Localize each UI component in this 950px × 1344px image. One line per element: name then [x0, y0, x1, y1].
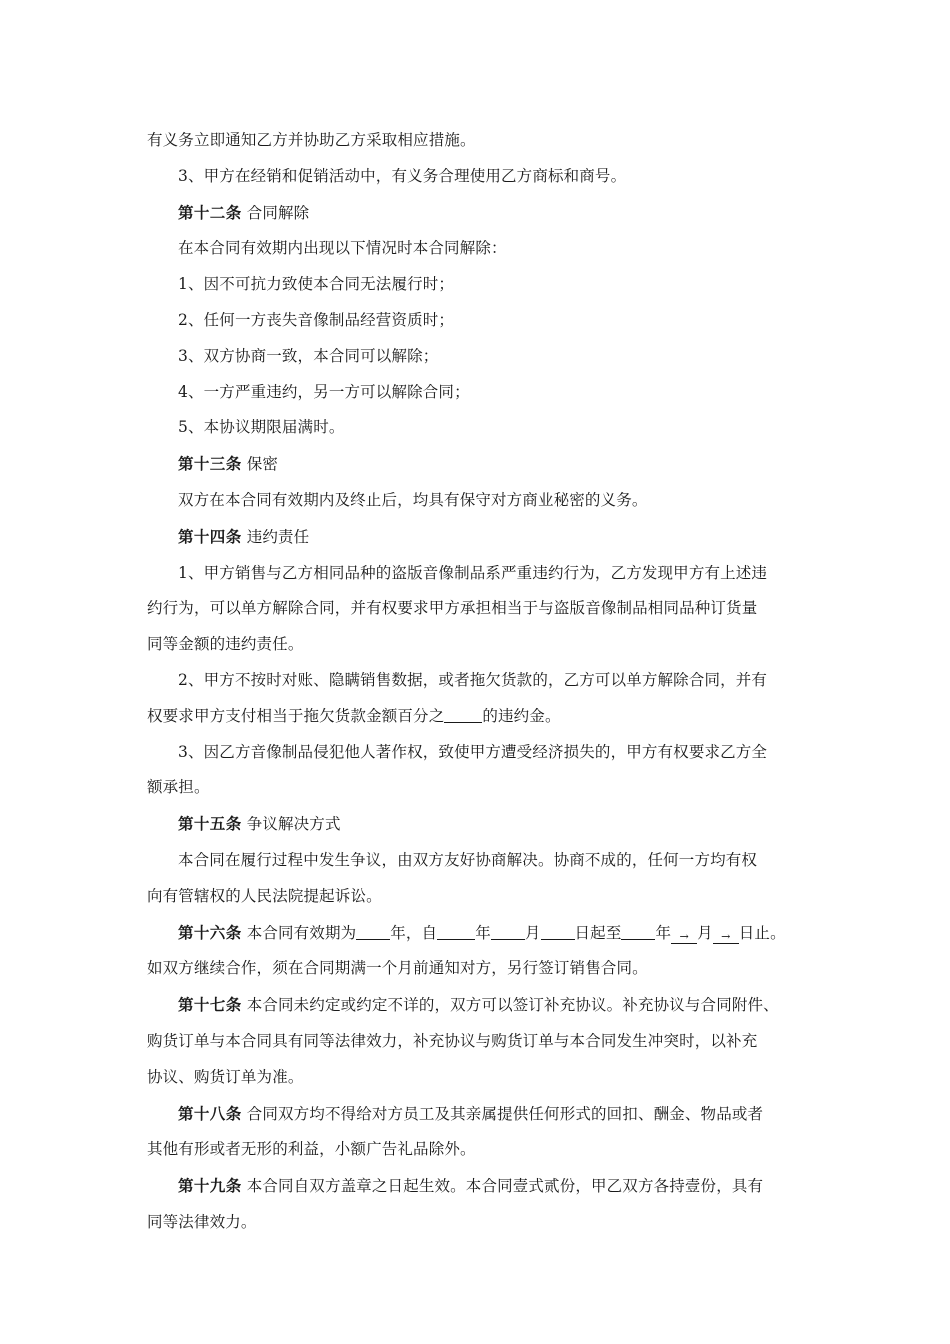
- list-item: 1、因不可抗力致使本合同无法履行时；: [178, 275, 455, 294]
- paragraph-line: 双方在本合同有效期内及终止后，均具有保守对方商业秘密的义务。: [178, 490, 648, 509]
- fill-in-blank[interactable]: [356, 924, 390, 940]
- article-title: 争议解决方式: [246, 815, 341, 834]
- paragraph-line: 同等法律效力。: [147, 1212, 257, 1231]
- article-number: 第十三条: [178, 454, 242, 474]
- paragraph-line: 同等金额的违约责任。: [147, 635, 304, 654]
- article-number: 第十四条: [178, 526, 242, 546]
- text-segment: 月: [524, 923, 541, 942]
- text-segment: 本合同自双方盖章之日起生效。本合同壹式贰份，甲乙双方各持壹份，具有: [246, 1177, 764, 1196]
- paragraph-line: 购货订单与本合同具有同等法律效力，补充协议与购货订单与本合同发生冲突时，以补充: [147, 1031, 758, 1050]
- article-number: 第十八条: [178, 1103, 242, 1123]
- text-segment: 年，自: [390, 923, 438, 942]
- paragraph-line: 本合同在履行过程中发生争议，由双方友好协商解决。协商不成的，任何一方均有权: [178, 850, 758, 869]
- article-16-line: [147, 915, 819, 952]
- text-segment: 月: [697, 923, 713, 942]
- text-segment: 年: [655, 923, 672, 942]
- article-title: 保密: [246, 455, 278, 474]
- article-13-heading: [147, 446, 819, 483]
- article-19-line: [147, 1168, 819, 1205]
- paragraph-line: 有义务立即通知乙方并协助乙方采取相应措施。: [147, 131, 476, 149]
- article-title: 违约责任: [246, 527, 310, 546]
- paragraph-line: [147, 699, 819, 735]
- paragraph-line: 约行为，可以单方解除合同，并有权要求甲方承担相当于与盗版音像制品相同品种订货量: [147, 599, 758, 618]
- paragraph-line: 额承担。: [147, 778, 210, 797]
- fill-in-blank-arrow-icon[interactable]: →: [713, 928, 739, 944]
- paragraph-line: 协议、购货订单为准。: [147, 1067, 304, 1086]
- text-segment: 权要求甲方支付相当于拖欠货款金额百分之: [147, 706, 445, 725]
- paragraph-line: 3、甲方在经销和促销活动中，有义务合理使用乙方商标和商号。: [178, 166, 627, 185]
- fill-in-blank[interactable]: [444, 707, 482, 723]
- article-number: 第十六条: [178, 922, 242, 942]
- article-12-heading: [147, 195, 819, 232]
- paragraph-line: 2、甲方不按时对账、隐瞒销售数据，或者拖欠货款的，乙方可以单方解除合同，并有: [178, 670, 768, 689]
- article-number: 第十七条: [178, 995, 242, 1015]
- list-item: 3、双方协商一致，本合同可以解除；: [178, 346, 439, 365]
- paragraph-line: 1、甲方销售与乙方相同品种的盗版音像制品系严重违约行为，乙方发现甲方有上述违: [178, 563, 768, 582]
- fill-in-blank[interactable]: [621, 924, 655, 940]
- fill-in-blank-arrow-icon[interactable]: →: [671, 928, 697, 944]
- article-14-heading: [147, 519, 819, 556]
- contract-body: [147, 123, 819, 1241]
- article-number: 第十九条: [178, 1176, 242, 1196]
- text-segment: 日止。: [738, 923, 786, 942]
- text-segment: 的违约金。: [482, 706, 561, 725]
- paragraph-line: 3、因乙方音像制品侵犯他人著作权，致使甲方遭受经济损失的，甲方有权要求乙方全: [178, 742, 768, 761]
- text-segment: 年: [475, 923, 491, 942]
- list-item: 2、任何一方丧失音像制品经营资质时；: [178, 310, 455, 329]
- article-17-line: [147, 987, 819, 1024]
- paragraph-line: 在本合同有效期内出现以下情况时本合同解除：: [178, 239, 507, 258]
- list-item: 5、本协议期限届满时。: [178, 418, 345, 437]
- article-number: 第十五条: [178, 814, 242, 834]
- text-segment: 合同双方均不得给对方员工及其亲属提供任何形式的回扣、酬金、物品或者: [246, 1104, 764, 1123]
- fill-in-blank[interactable]: [541, 924, 575, 940]
- text-segment: 本合同未约定或约定不详的，双方可以签订补充协议。补充协议与合同附件、: [246, 996, 779, 1015]
- paragraph-line: 如双方继续合作，须在合同期满一个月前通知对方，另行签订销售合同。: [147, 959, 648, 978]
- article-title: 合同解除: [246, 203, 310, 222]
- text-segment: 本合同有效期为: [246, 923, 357, 942]
- list-item: 4、一方严重违约，另一方可以解除合同；: [178, 382, 470, 401]
- article-number: 第十二条: [178, 202, 242, 222]
- paragraph-line: 其他有形或者无形的利益，小额广告礼品除外。: [147, 1140, 476, 1159]
- paragraph-line: 向有管辖权的人民法院提起诉讼。: [147, 886, 382, 905]
- text-segment: 日起至: [574, 923, 622, 942]
- article-18-line: [147, 1096, 819, 1133]
- fill-in-blank[interactable]: [491, 924, 525, 940]
- article-15-heading: [147, 806, 819, 843]
- fill-in-blank[interactable]: [437, 924, 475, 940]
